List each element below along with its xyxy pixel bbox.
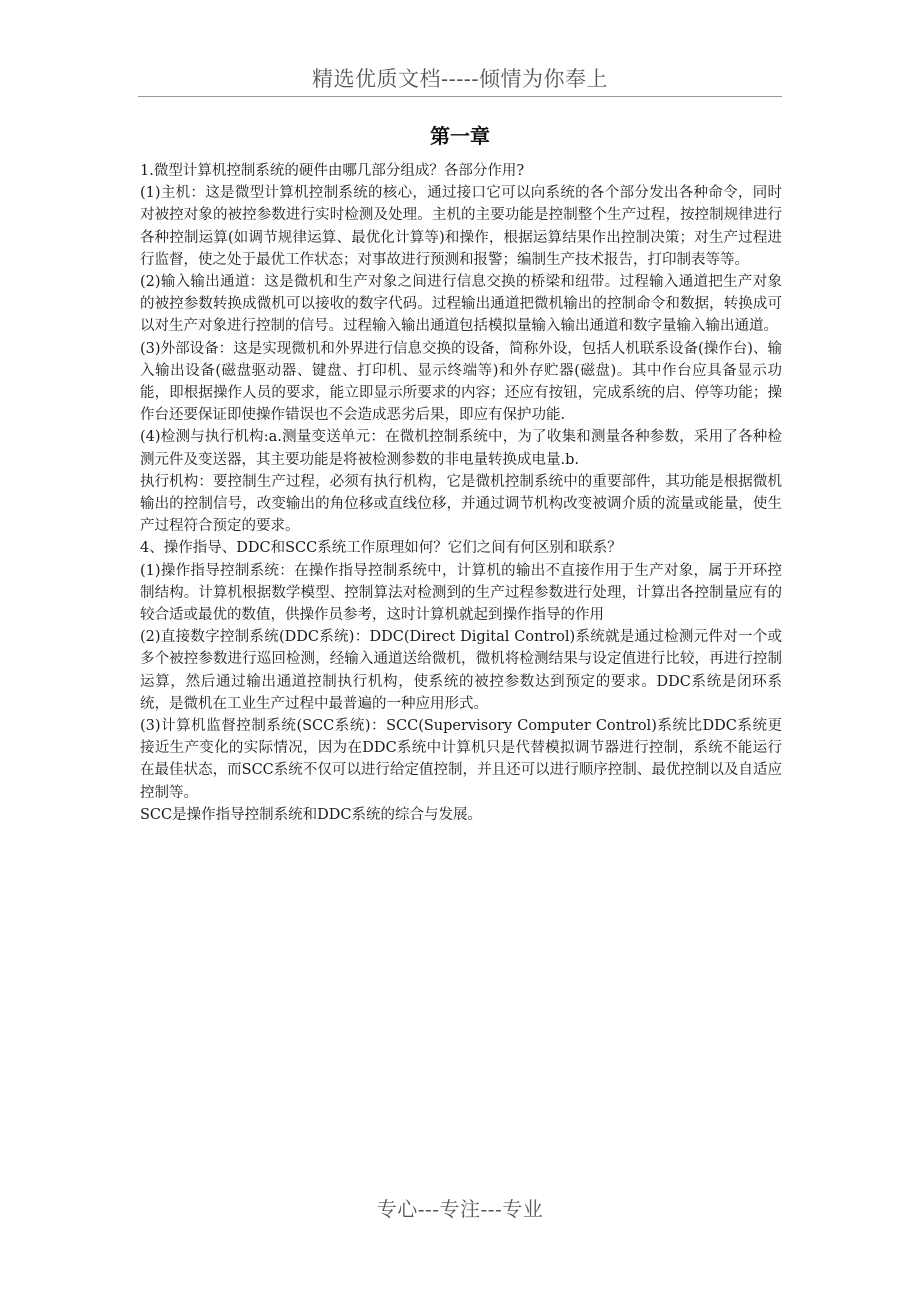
question-1: 1.微型计算机控制系统的硬件由哪几部分组成？各部分作用?	[140, 163, 525, 179]
chapter-title: 第一章	[430, 124, 490, 148]
document-body	[140, 160, 782, 826]
answer-1-host: (1)主机：这是微型计算机控制系统的核心，通过接口它可以向系统的各个部分发出各种命令，同时对被控对象的被控参数进行实时检测及处理。主机的主要功能是控制整个生产过程，按控制规律进行各种控制运算(如调节规律运算、最优化计算等)和操作，根据运算结果作出控制决策；对生产过程进行监督，使之处于最优工作状态；对事故进行预测和报警；编制生产技术报告，打印制表等等。	[140, 185, 782, 268]
answer-4-operation-guide: (1)操作指导控制系统：在操作指导控制系统中，计算机的输出不直接作用于生产对象，属于开环控制结构。计算机根据数学模型、控制算法对检测到的生产过程参数进行处理，计算出各控制量应有的较合适或最优的数值，供操作员参考，这时计算机就起到操作指导的作用	[140, 562, 782, 624]
answer-1-peripherals: (3)外部设备：这是实现微机和外界进行信息交换的设备，简称外设，包括人机联系设备(操作台)、输入输出设备(磁盘驱动器、键盘、打印机、显示终端等)和外存贮器(磁盘)。其中作台应具备显示功能，即根据操作人员的要求，能立即显示所要求的内容；还应有按钮，完成系统的启、停等功能；操作台还要保证即使操作错误也不会造成恶劣后果，即应有保护功能.	[140, 340, 782, 424]
answer-1-sensing: (4)检测与执行机构:a.测量变送单元：在微机控制系统中，为了收集和测量各种参数，采用了各种检测元件及变送器，其主要功能是将被检测参数的非电量转换成电量.b.	[140, 429, 782, 468]
answer-1-actuator: 执行机构：要控制生产过程，必须有执行机构，它是微机控制系统中的重要部件，其功能是根据微机输出的控制信号，改变输出的角位移或直线位移，并通过调节机构改变被调介质的流量或能量，使生产过程符合预定的要求。	[140, 473, 782, 535]
page-footer: 专心---专注---专业	[376, 1197, 544, 1221]
question-4: 4、操作指导、DDC和SCC系统工作原理如何？它们之间有何区别和联系？	[140, 540, 622, 557]
answer-1-io-channel: (2)输入输出通道：这是微机和生产对象之间进行信息交换的桥梁和纽带。过程输入通道把生产对象的被控参数转换成微机可以接收的数字代码。过程输出通道把微机输出的控制命令和数据，转换成可以对生产对象进行控制的信号。过程输入输出通道包括模拟量输入输出通道和数字量输入输出通道。	[140, 274, 782, 335]
page-header: 精选优质文档-----倾情为你奉上	[312, 67, 608, 91]
answer-4-ddc: (2)直接数字控制系统(DDC系统)：DDC(Direct Digital Control)系统就是通过检测元件对一个或多个被控参数进行巡回检测，经输入通道送给微机，微机将检测结果与设定值进行比较，再进行控制运算，然后通过输出通道控制执行机构，使系统的被控参数达到预定的要求。DDC系统是闭环系统，是微机在工业生产过程中最普遍的一种应用形式。	[140, 629, 782, 712]
answer-4-summary: SCC是操作指导控制系统和DDC系统的综合与发展。	[140, 806, 482, 823]
answer-4-scc: (3)计算机监督控制系统(SCC系统)：SCC(Supervisory Computer Control)系统比DDC系统更接近生产变化的实际情况，因为在DDC系统中计算机只是代替模拟调节器进行控制，系统不能运行在最佳状态，而SCC系统不仅可以进行给定值控制，并且还可以进行顺序控制、最优控制以及自适应控制等。	[140, 718, 782, 801]
header-divider	[138, 96, 782, 97]
